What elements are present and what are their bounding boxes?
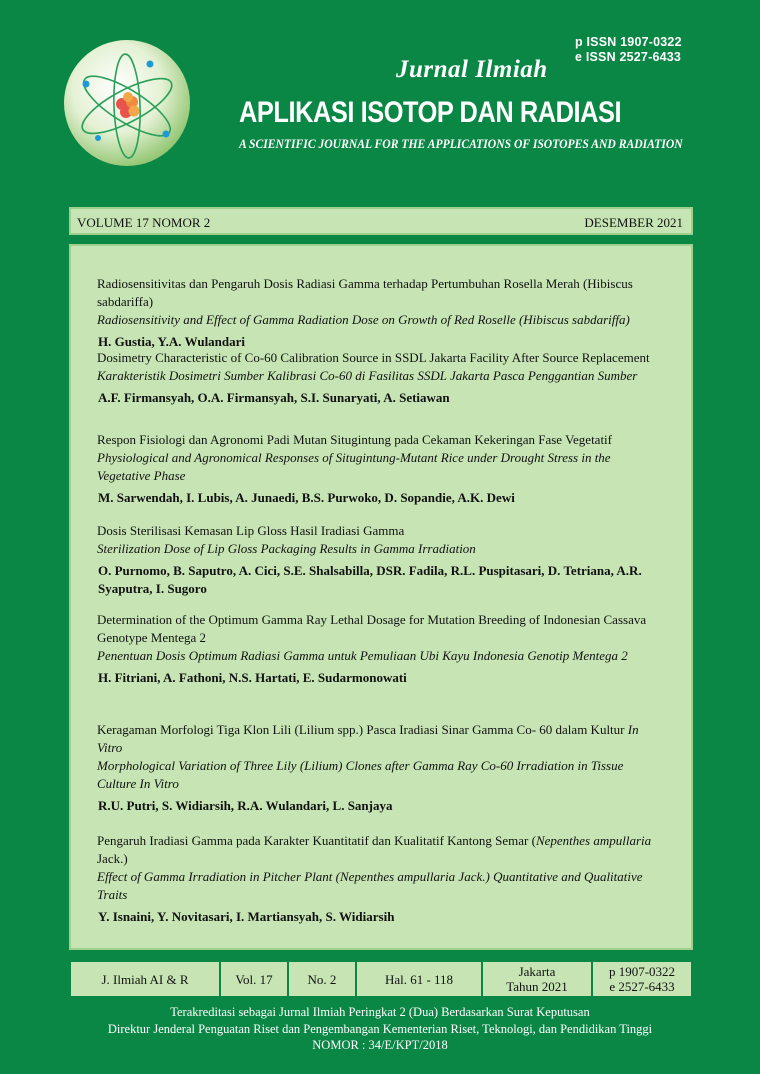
volume-label: VOLUME 17 NOMOR 2 <box>77 215 211 230</box>
citation-table <box>69 960 693 998</box>
article-entry <box>97 721 665 815</box>
article-authors: M. Sarwendah, I. Lubis, A. Junaedi, B.S. Purwoko, D. Sopandie, A.K. Dewi <box>98 490 515 505</box>
issn-cell <box>592 961 692 997</box>
article-authors: O. Purnomo, B. Saputro, A. Cici, S.E. Shalsabilla, DSR. Fadila, R.L. Puspitasari, D. Tetriana, A.R. Syaputra, I. Sugoro <box>98 563 642 596</box>
article-authors: A.F. Firmansyah, O.A. Firmansyah, S.I. Sunaryati, A. Setiawan <box>98 390 450 405</box>
year: Tahun 2021 <box>506 979 568 994</box>
article-authors: Y. Isnaini, Y. Novitasari, I. Martiansyah, S. Widiarsih <box>98 909 395 924</box>
article-entry <box>97 611 665 687</box>
pages-cell: Hal. 61 - 118 <box>356 961 482 997</box>
article-title: Radiosensitivitas dan Pengaruh Dosis Radiasi Gamma terhadap Pertumbuhan Rosella Merah (Hibiscus sabdariffa) <box>97 276 633 309</box>
number-cell: No. 2 <box>288 961 356 997</box>
accreditation-line: Terakreditasi sebagai Jurnal Ilmiah Peringkat 2 (Dua) Berdasarkan Surat Keputusan <box>170 1005 590 1019</box>
article-entry <box>97 832 665 926</box>
article-translation: Penentuan Dosis Optimum Radiasi Gamma untuk Pemuliaan Ubi Kayu Indonesia Genotip Mentega 2 <box>97 648 628 663</box>
article-title: Determination of the Optimum Gamma Ray Lethal Dosage for Mutation Breeding of Indonesian Cassava Genotype Mentega 2 <box>97 612 647 645</box>
article-title: Respon Fisiologi dan Agronomi Padi Mutan Situgintung pada Cekaman Kekeringan Fase Vegetatif <box>97 432 612 447</box>
volume-cell: Vol. 17 <box>220 961 288 997</box>
article-translation: Sterilization Dose of Lip Gloss Packaging Results in Gamma Irradiation <box>97 541 476 556</box>
issn-e: e 2527-6433 <box>609 979 675 994</box>
accreditation-line: Direktur Jenderal Penguatan Riset dan Pengembangan Kementerian Riset, Teknologi, dan Pendidikan Tinggi <box>107 1021 653 1036</box>
journal-abbreviation: J. Ilmiah AI & R <box>70 961 220 997</box>
article-title: Dosis Sterilisasi Kemasan Lip Gloss Hasil Iradiasi Gamma <box>97 523 405 538</box>
article-translation: Effect of Gamma Irradiation in Pitcher Plant (Nepenthes ampullaria Jack.) Quantitative and Qualitative Traits <box>97 869 643 902</box>
issue-date: DESEMBER 2021 <box>584 215 683 230</box>
volume-bar <box>69 207 693 235</box>
article-translation: Radiosensitivity and Effect of Gamma Radiation Dose on Growth of Red Roselle (Hibiscus sabdariffa) <box>97 312 630 327</box>
issn-online: e ISSN 2527-6433 <box>575 50 682 64</box>
accreditation-statement <box>0 1004 760 1054</box>
accreditation-line: NOMOR : 34/E/KPT/2018 <box>312 1038 448 1052</box>
article-title: Dosimetry Characteristic of Co-60 Calibration Source in SSDL Jakarta Facility After Source Replacement <box>97 350 650 365</box>
city: Jakarta <box>518 964 556 979</box>
article-translation: Karakteristik Dosimetri Sumber Kalibrasi Co-60 di Fasilitas SSDL Jakarta Pasca Penggantian Sumber <box>97 368 638 383</box>
article-title: Keragaman Morfologi Tiga Klon Lili (Lilium spp.) Pasca Iradiasi Sinar Gamma Co- 60 dalam Kultur In Vitro <box>97 722 639 755</box>
article-entry <box>97 522 665 598</box>
article-entry <box>97 431 665 507</box>
journal-subtitle: A SCIENTIFIC JOURNAL FOR THE APPLICATIONS OF ISOTOPES AND RADIATION <box>239 137 683 151</box>
article-authors: H. Fitriani, A. Fathoni, N.S. Hartati, E. Sudarmonowati <box>98 670 407 685</box>
article-authors: H. Gustia, Y.A. Wulandari <box>98 334 246 349</box>
atom-logo-icon <box>62 38 192 168</box>
article-entry <box>97 275 665 351</box>
article-entry <box>97 349 665 407</box>
article-authors: R.U. Putri, S. Widiarsih, R.A. Wulandari, L. Sanjaya <box>98 798 393 813</box>
journal-script-title: Jurnal Ilmiah <box>396 56 548 83</box>
journal-title: APLIKASI ISOTOP DAN RADIASI <box>239 96 622 129</box>
table-of-contents <box>69 244 693 950</box>
issn-print: p ISSN 1907-0322 <box>575 35 682 49</box>
article-translation: Morphological Variation of Three Lily (Lilium) Clones after Gamma Ray Co-60 Irradiation in Tissue Culture In Vitro <box>97 758 624 791</box>
city-year-cell <box>482 961 592 997</box>
article-title: Pengaruh Iradiasi Gamma pada Karakter Kuantitatif dan Kualitatif Kantong Semar (Nepenthes ampullaria Jack.) <box>97 833 652 866</box>
article-translation: Physiological and Agronomical Responses of Situgintung-Mutant Rice under Drought Stress in the Vegetative Phase <box>97 450 611 483</box>
issn-p: p 1907-0322 <box>608 964 676 979</box>
